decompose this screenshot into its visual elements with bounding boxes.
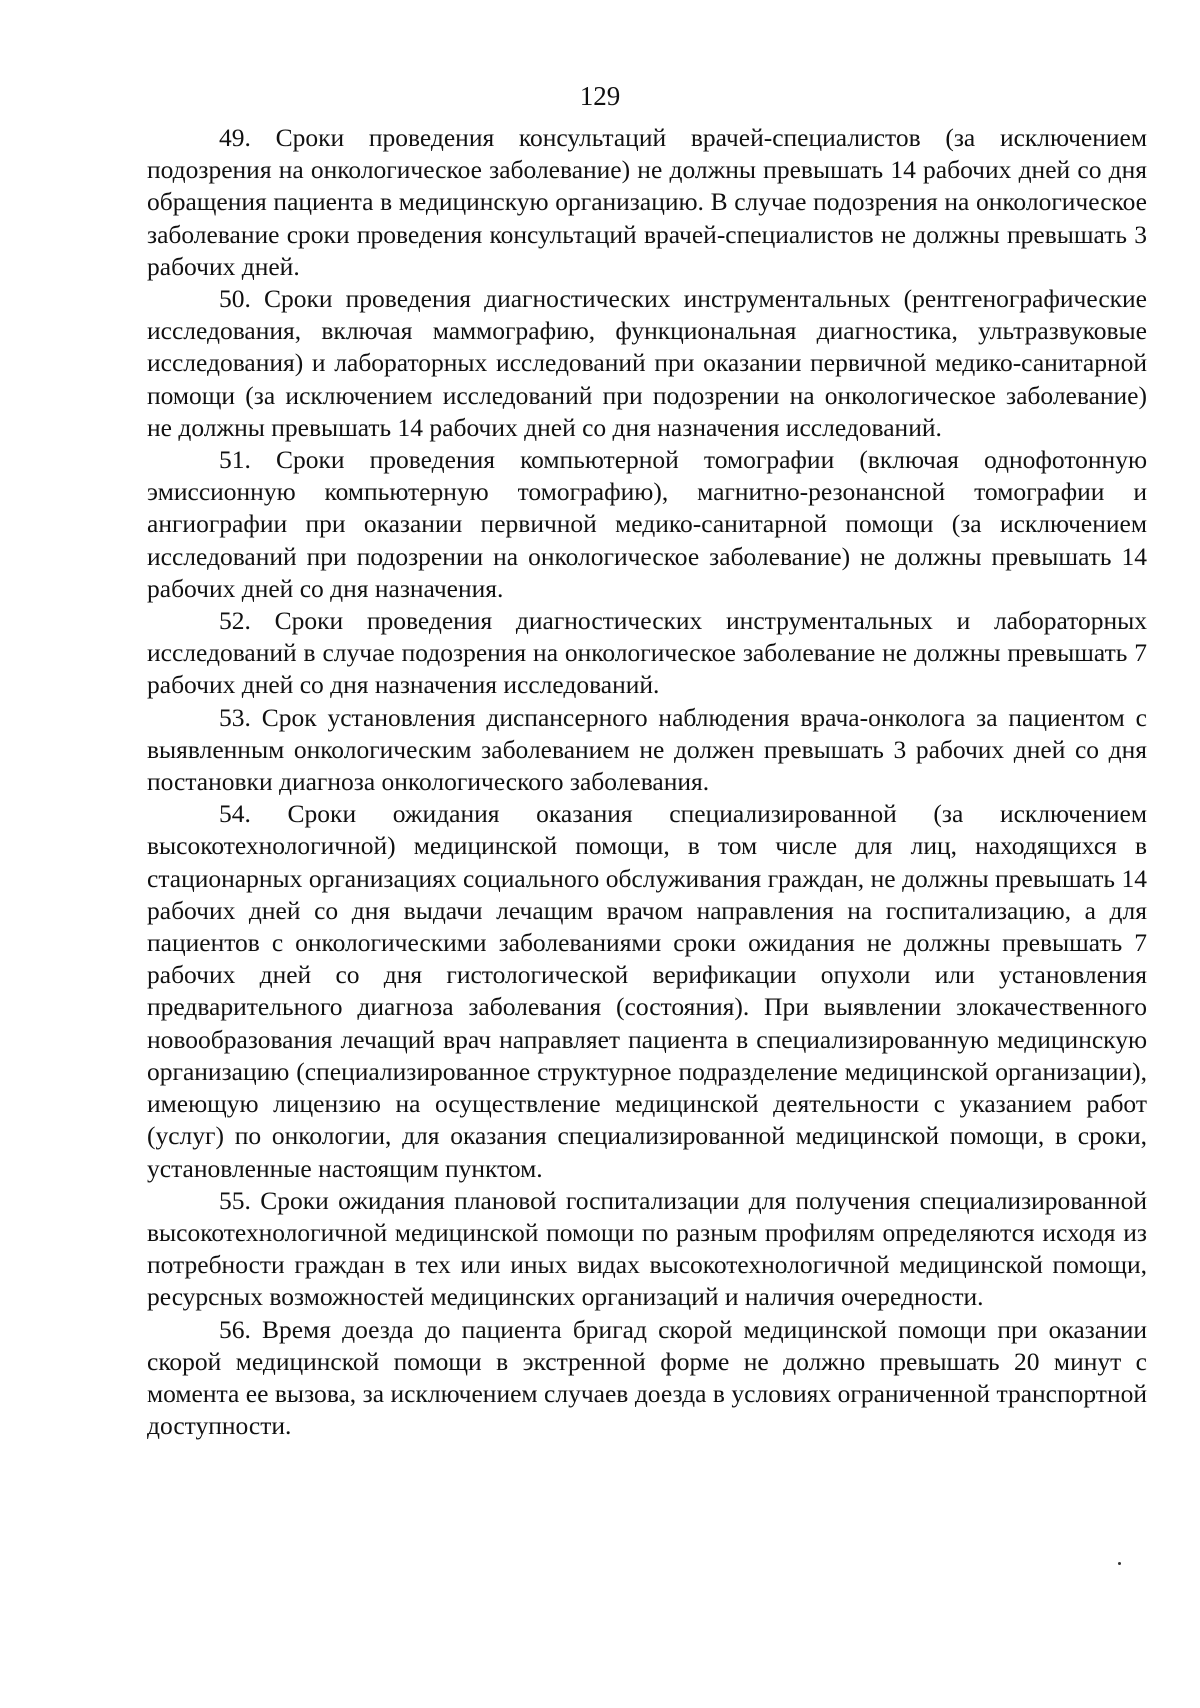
page-number: 129 <box>579 81 621 111</box>
paragraph-52: 52. Сроки проведения диагностических инструментальных и лабораторных исследований в случае подозрения на онкологическое заболевание не должны превышать 7 рабочих дней со дня назначения исследований. <box>147 606 1147 700</box>
paragraph-56: 56. Время доезда до пациента бригад скорой медицинской помощи при оказании скорой медицинской помощи в экстренной форме не должно превышать 20 минут с момента ее вызова, за исключением случаев доезда в условиях ограниченной транспортной доступности. <box>147 1314 1147 1441</box>
paragraph-53: 53. Срок установления диспансерного наблюдения врача-онколога за пациентом с выявленным онкологическим заболеванием не должен превышать 3 рабочих дней со дня постановки диагноза онкологического заболевания. <box>147 702 1147 797</box>
paragraph-54: 54. Сроки ожидания оказания специализированной (за исключением высокотехнологичной) медицинской помощи, в том числе для лиц, находящихся в стационарных организациях социального обслуживания граждан, не должны превышать 14 рабочих дней со дня выдачи лечащим врачом направления на госпитализацию, а для пациентов с онкологическими заболеваниями сроки ожидания не должны превышать 7 рабочих дней со дня гистологической верификации опухоли или установления предварительного диагноза заболевания (состояния). При выявлении злокачественного новообразования лечащий врач направляет пациента в специализированную медицинскую организацию (специализированное структурное подразделение медицинской организации), имеющую лицензию на осуществление медицинской деятельности с указанием работ (услуг) по онкологии, для оказания специализированной медицинской помощи, в сроки, установленные настоящим пунктом. <box>147 799 1147 1183</box>
paragraph-51: 51. Сроки проведения компьютерной томографии (включая однофотонную эмиссионную компьютерную томографию), магнитно-резонансной томографии и ангиографии при оказании первичной медико-санитарной помощи (за исключением исследований при подозрении на онкологическое заболевание) не должны превышать 14 рабочих дней со дня назначения. <box>147 445 1147 603</box>
document-body <box>147 122 1147 1442</box>
paragraph-55: 55. Сроки ожидания плановой госпитализации для получения специализированной высокотехнологичной медицинской помощи по разным профилям определяются исходя из потребности граждан в тех или иных видах высокотехнологичной медицинской помощи, ресурсных возможностей медицинских организаций и наличия очередности. <box>147 1185 1147 1312</box>
paragraph-49: 49. Сроки проведения консультаций врачей-специалистов (за исключением подозрения на онкологическое заболевание) не должны превышать 14 рабочих дней со дня обращения пациента в медицинскую организацию. В случае подозрения на онкологическое заболевание сроки проведения консультаций врачей-специалистов не должны превышать 3 рабочих дней. <box>147 123 1147 281</box>
paragraph-50: 50. Сроки проведения диагностических инструментальных (рентгенографические исследования, включая маммографию, функциональная диагностика, ультразвуковые исследования) и лабораторных исследований при оказании первичной медико-санитарной помощи (за исключением исследований при подозрении на онкологическое заболевание) не должны превышать 14 рабочих дней со дня назначения исследований. <box>147 284 1147 442</box>
scan-speck <box>1118 1562 1121 1565</box>
